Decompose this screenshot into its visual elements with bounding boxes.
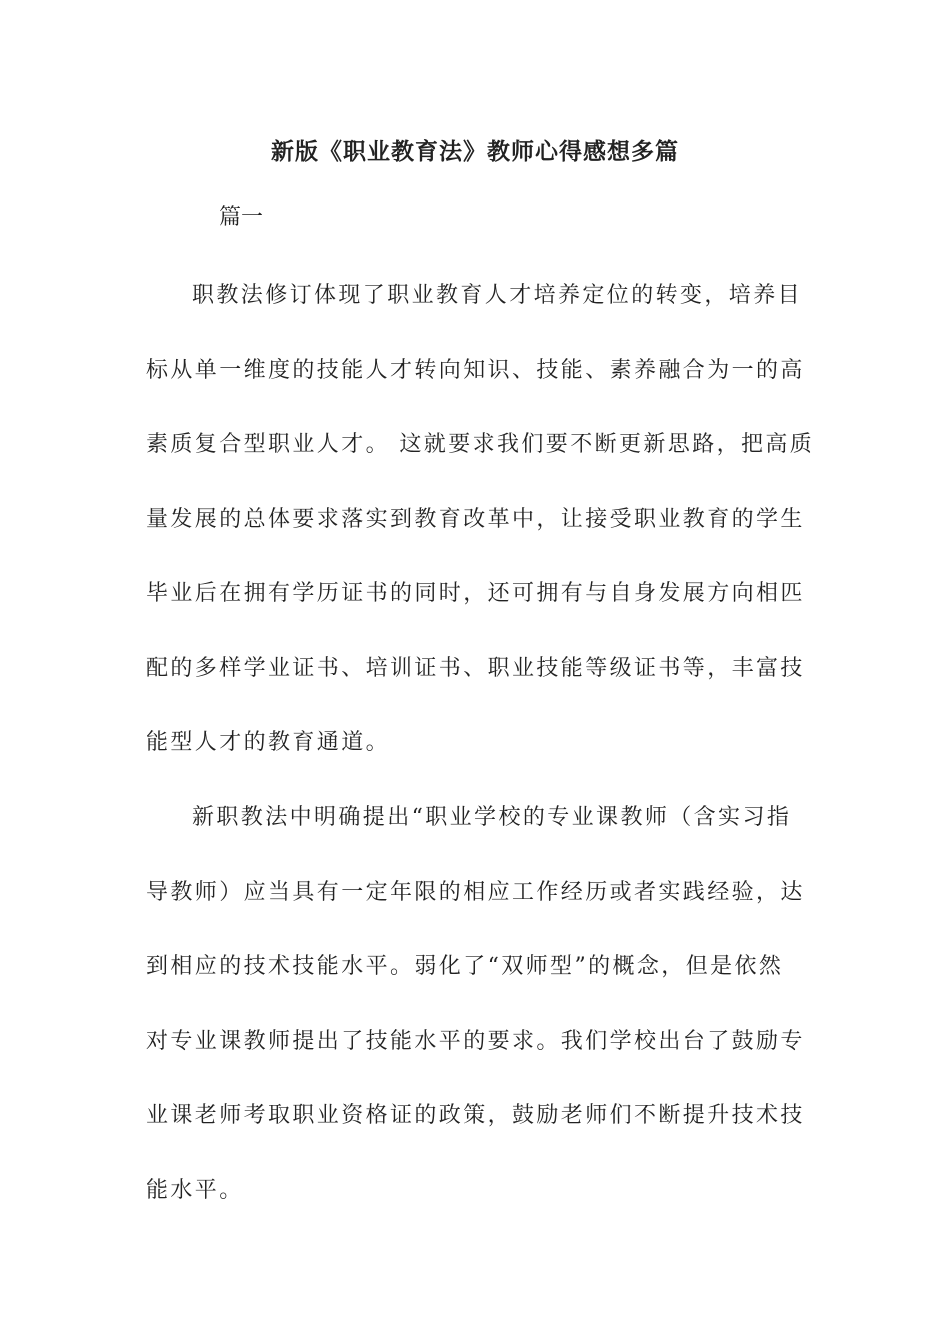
paragraph-line: 新职教法中明确提出“职业学校的专业课教师（含实习指 (192, 805, 792, 830)
paragraph-line: 业课老师考取职业资格证的政策，鼓励老师们不断提升技术技 (146, 1103, 805, 1128)
document-title: 新版《职业教育法》教师心得感想多篇 (271, 138, 679, 165)
paragraph-line: 毕业后在拥有学历证书的同时，还可拥有与自身发展方向相匹 (146, 581, 805, 606)
paragraph-line: 导教师）应当具有一定年限的相应工作经历或者实践经验，达 (146, 879, 805, 905)
paragraph-line: 到相应的技术技能水平。弱化了“双师型”的概念，但是依然 (146, 954, 784, 979)
paragraph-1 (146, 259, 815, 781)
section-label: 篇一 (219, 205, 264, 230)
paragraph-line: 配的多样学业证书、培训证书、职业技能等级证书等，丰富技 (146, 655, 805, 681)
paragraph-line: 素质复合型职业人才。 这就要求我们要不断更新思路，把高质 (146, 432, 815, 457)
paragraph-line: 标从单一维度的技能人才转向知识、技能、素养融合为一的高 (146, 357, 805, 383)
paragraph-2 (146, 781, 806, 1228)
paragraph-line: 量发展的总体要求落实到教育改革中，让接受职业教育的学生 (146, 506, 805, 532)
paragraph-line: 对专业课教师提出了技能水平的要求。我们学校出台了鼓励专 (146, 1028, 805, 1054)
paragraph-line: 能水平。 (146, 1177, 244, 1203)
paragraph-line: 职教法修订体现了职业教育人才培养定位的转变，培养目 (192, 283, 803, 308)
paragraph-line: 能型人才的教育通道。 (146, 730, 391, 755)
